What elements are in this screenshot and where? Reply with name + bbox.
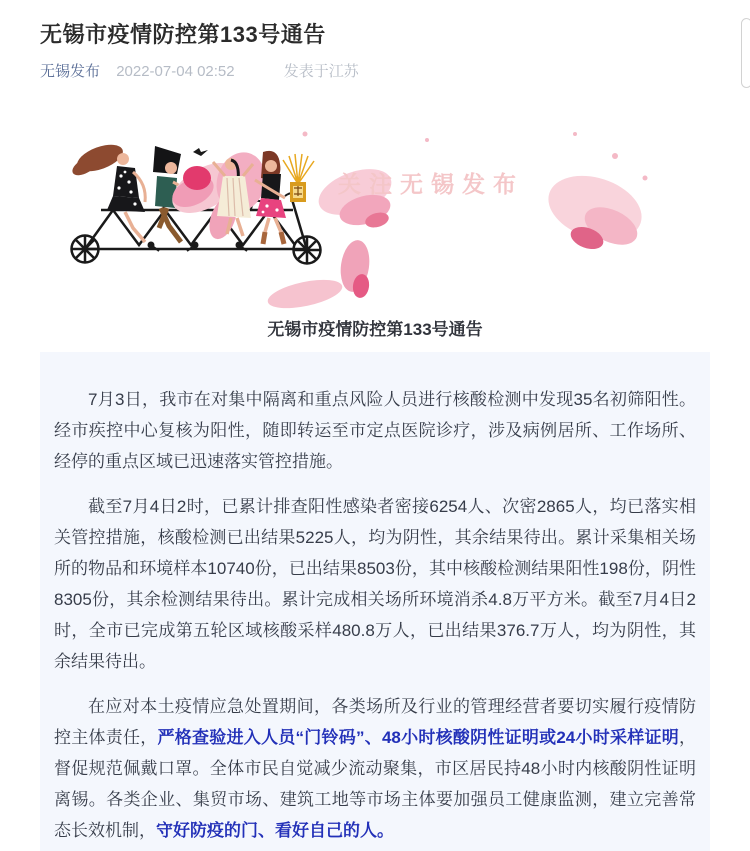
tandem-bicycle-illustration	[55, 126, 655, 316]
paragraph-text: ，督促规范佩戴口罩。全体市民自觉减少流动聚集，市区居民持48小时内核酸阴性证明离锡。各类企业、集贸市场、建筑工地等市场主体要加强员工健康监测，建立完善常态长效机制，	[54, 728, 697, 840]
rider-flowing-hair-woman	[69, 139, 145, 242]
scrollbar-thumb[interactable]	[741, 18, 750, 88]
publish-datetime: 2022-07-04 02:52	[116, 63, 235, 80]
far-right-petal	[540, 165, 650, 254]
watermark-text: 关注无锡发布	[338, 171, 524, 197]
highlighted-text: 严格查验进入人员“门铃码”、48小时核酸阴性证明或24小时采样证明	[157, 728, 680, 747]
notice-heading: 无锡市疫情防控第133号通告	[267, 320, 483, 339]
paragraph-text: 在应对本土疫情应急处置期间，各类场所及行业的管理经营者要切实履行疫情防控主体责任，	[54, 697, 696, 747]
article-body	[40, 352, 710, 851]
hero-illustration	[0, 126, 750, 312]
paragraph-text: 截至7月4日2时，已累计排查阳性感染者密接6254人、次密2865人，均已落实相关管控措施，核酸检测已出结果5225人，均为阴性，其余结果待出。累计采集相关场所的物品和环境样本10740份，已出结果8503份，其中核酸检测结果阳性198份，阴性8305份，其余检测结果待出。累计完成相关场所环境消杀4.8万平方米。截至7月4日2时，全市已完成第五轮区域核酸采样480.8万人，已出结果376.7万人，均为阴性，其余结果待出。	[54, 497, 696, 671]
byline	[40, 63, 710, 81]
page-title: 无锡市疫情防控第133号通告	[40, 22, 326, 47]
highlighted-text: 守好防疫的门、看好自己的人。	[156, 821, 394, 840]
article-paragraph	[54, 691, 696, 846]
account-link[interactable]: 无锡发布	[40, 63, 101, 80]
article-paragraph	[54, 491, 696, 677]
publish-location: 发表于江苏	[283, 63, 359, 80]
paragraph-text: 7月3日，我市在对集中隔离和重点风险人员进行核酸检测中发现35名初筛阳性。经市疾控中心复核为阳性，随即转运至市定点医院诊疗，涉及病例居所、工作场所、经停的重点区域已迅速落实管控措施。	[54, 390, 696, 471]
article-header	[0, 0, 750, 81]
article-paragraph	[54, 384, 696, 477]
